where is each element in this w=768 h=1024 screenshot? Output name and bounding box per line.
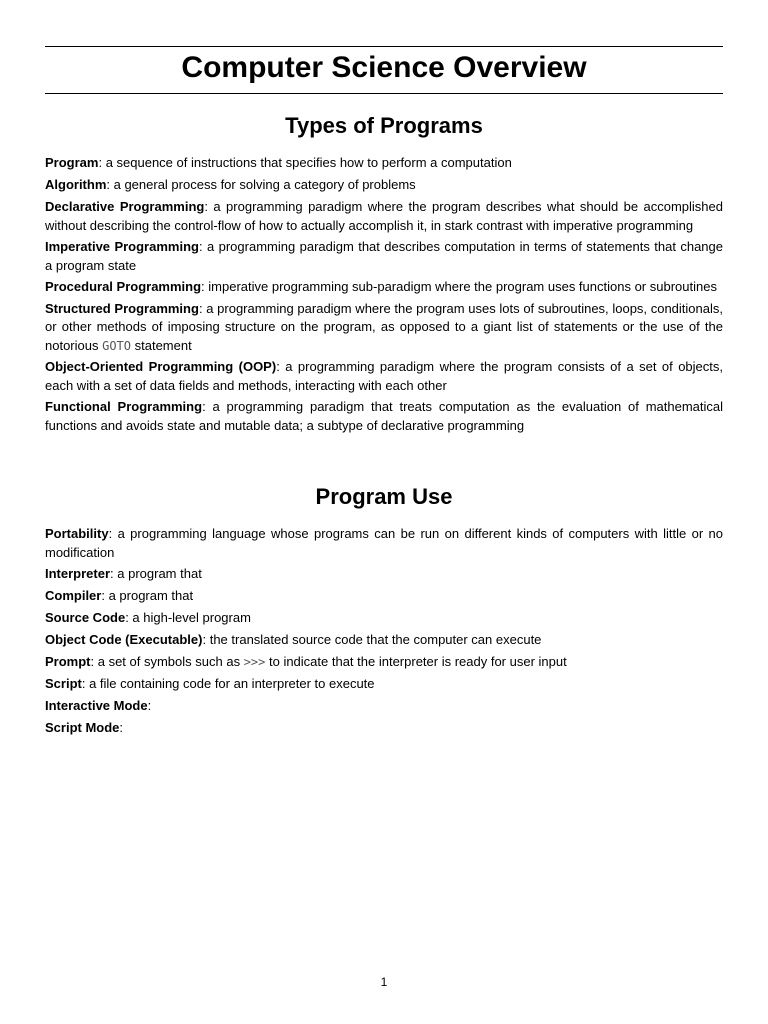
definition-text: : a general process for solving a category of problems	[106, 177, 416, 192]
definition-algorithm	[45, 176, 723, 195]
definition-program	[45, 154, 723, 173]
term: Structured Programming	[45, 300, 199, 316]
term: Source Code	[45, 610, 126, 625]
term: Script Mode	[45, 720, 120, 735]
definition-text: : a program that	[101, 588, 194, 603]
definition-script	[45, 675, 723, 694]
definition-prompt	[45, 653, 723, 672]
definition-text: : a programming paradigm that treats computation as the evaluation of mathematical functions and avoids state and mutable data; a subtype of declarative programming	[45, 399, 724, 433]
section-heading-program-use: Program Use	[315, 484, 453, 509]
program-use-list	[45, 525, 723, 741]
definition-object-oriented-programming	[45, 358, 723, 395]
definition-text: :	[147, 698, 152, 713]
term: Program	[45, 155, 99, 170]
term: Object-Oriented Programming (OOP)	[45, 359, 277, 374]
definition-text: : a set of symbols such as	[90, 654, 244, 669]
definition-text: : a sequence of instructions that specifies how to perform a computation	[98, 155, 512, 170]
term: Portability	[45, 526, 109, 541]
definition-text-after: statement	[131, 337, 192, 353]
definition-source-code	[45, 609, 723, 628]
definition-interactive-mode	[45, 697, 723, 716]
term: Interactive Mode	[45, 698, 148, 713]
document-title: Computer Science Overview	[181, 51, 587, 84]
definition-imperative-programming	[45, 238, 723, 275]
term: Procedural Programming	[45, 279, 202, 294]
definition-text: : a file containing code for an interpreter to execute	[81, 676, 375, 691]
title-block	[45, 46, 723, 94]
term: Prompt	[45, 654, 91, 669]
term: Script	[45, 676, 82, 691]
term: Compiler	[45, 588, 102, 603]
definition-text: : a programming language whose programs can be run on different kinds of computers with little or no modification	[45, 526, 723, 560]
definition-text: : a program that	[110, 566, 202, 581]
definition-text: :	[119, 720, 124, 735]
definition-object-code	[45, 631, 723, 650]
types-of-programs-list	[45, 154, 723, 438]
prompt-code: >>>	[243, 655, 266, 669]
definition-text: : a programming paradigm where the program consists of a set of objects, each with a set of data fields and methods, interacting with each other	[45, 359, 723, 393]
definition-text: : imperative programming sub-paradigm where the program uses functions or subroutines	[201, 279, 717, 294]
goto-code: GOTO	[102, 338, 131, 353]
definition-compiler	[45, 587, 723, 606]
term: Object Code (Executable)	[45, 632, 203, 647]
definition-text: : a high-level program	[125, 610, 251, 625]
definition-script-mode	[45, 719, 723, 738]
definition-functional-programming	[45, 398, 723, 435]
definition-declarative-programming	[45, 198, 723, 235]
definition-structured-programming	[45, 300, 723, 356]
definition-text: : a programming paradigm where the program uses lots of subroutines, loops, conditionals, or other methods of imposing structure on the program, as opposed to a giant list of statements or the use of the notorious	[45, 300, 723, 353]
term: Functional Programming	[45, 399, 203, 414]
definition-interpreter	[45, 565, 723, 584]
definition-procedural-programming	[45, 278, 723, 297]
definition-text: : the translated source code that the computer can execute	[202, 632, 542, 647]
definition-text-after: to indicate that the interpreter is ready for user input	[265, 654, 567, 669]
term: Algorithm	[45, 177, 107, 192]
section-heading-types-of-programs: Types of Programs	[285, 113, 483, 138]
page-number: 1	[380, 975, 388, 989]
definition-text: : a programming paradigm that describes computation in terms of statements that change a program state	[45, 239, 723, 273]
definition-text: : a programming paradigm where the program describes what should be accomplished without describing the control-flow of how to actually accomplish it, in stark contrast with imperative programming	[45, 199, 723, 233]
definition-portability	[45, 525, 723, 562]
term: Interpreter	[45, 566, 111, 581]
term: Declarative Programming	[45, 199, 205, 214]
term: Imperative Programming	[45, 239, 199, 254]
